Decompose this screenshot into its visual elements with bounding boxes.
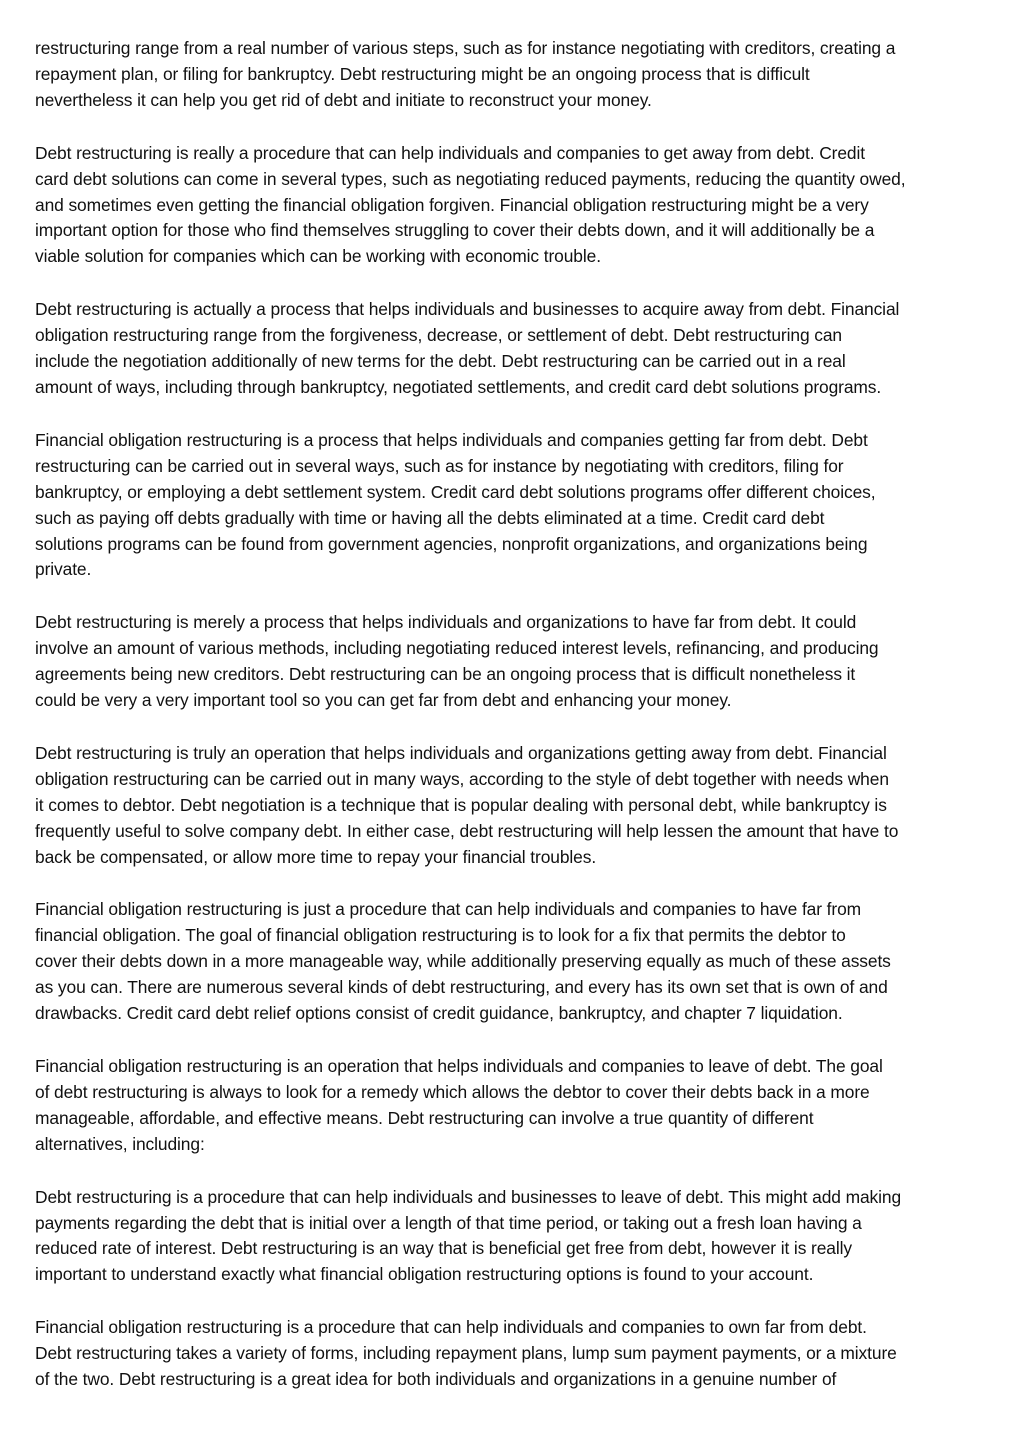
paragraph-7 [35,897,1005,1027]
text-line: solutions programs can be found from government agencies, nonprofit organizations, and organizations being [35,533,868,554]
text-line: involve an amount of various methods, including negotiating reduced interest levels, refinancing, and producing [35,638,879,659]
text-line: Debt restructuring is actually a process that helps individuals and businesses to acquire away from debt. Financial [35,299,900,320]
text-line: nevertheless it can help you get rid of debt and initiate to reconstruct your money. [35,89,652,110]
paragraph-4 [35,428,1005,583]
text-line: cover their debts down in a more manageable way, while additionally preserving equally as much of these assets [35,951,891,972]
text-line: agreements being new creditors. Debt restructuring can be an ongoing process that is difficult nonetheless it [35,664,856,685]
text-line: include the negotiation additionally of new terms for the debt. Debt restructuring can be carried out in a real [35,351,846,372]
text-line: important to understand exactly what financial obligation restructuring options is found to your account. [35,1264,814,1285]
text-line: alternatives, including: [35,1133,205,1154]
text-line: amount of ways, including through bankruptcy, negotiated settlements, and credit card debt solutions programs. [35,376,882,397]
text-line: obligation restructuring range from the forgiveness, decrease, or settlement of debt. Debt restructuring can [35,325,842,346]
paragraph-10 [35,1315,1005,1393]
text-line: such as paying off debts gradually with time or having all the debts eliminated at a time. Credit card debt [35,507,825,528]
paragraph-1 [35,36,1005,114]
text-line: of debt restructuring is always to look for a remedy which allows the debtor to cover their debts back in a more [35,1081,870,1102]
text-line: Financial obligation restructuring is an operation that helps individuals and companies to leave of debt. The goal [35,1056,883,1076]
text-line: restructuring range from a real number of various steps, such as for instance negotiating with creditors, creating a [35,38,896,58]
document-body [35,36,1005,1420]
text-line: Debt restructuring is a procedure that can help individuals and businesses to leave of debt. This might add making [35,1186,902,1207]
text-line: of the two. Debt restructuring is a great idea for both individuals and organizations in a genuine number of [35,1369,837,1390]
text-line: Financial obligation restructuring is a procedure that can help individuals and companies to own far from debt. [35,1317,867,1338]
text-line: it comes to debtor. Debt negotiation is a technique that is popular dealing with personal debt, while bankruptcy is [35,794,887,815]
text-line: Debt restructuring is merely a process that helps individuals and organizations to have far from debt. It could [35,612,857,633]
text-line: important option for those who find themselves struggling to cover their debts down, and it will additionally be a [35,220,875,241]
text-line: frequently useful to solve company debt. In either case, debt restructuring will help lessen the amount that have to [35,820,899,841]
text-line: Financial obligation restructuring is just a procedure that can help individuals and companies to have far from [35,899,862,920]
text-line: Debt restructuring is really a procedure that can help individuals and companies to get away from debt. Credit [35,142,865,163]
text-line: reduced rate of interest. Debt restructuring is an way that is beneficial get free from debt, however it is really [35,1238,852,1259]
paragraph-9 [35,1185,1005,1289]
text-line: as you can. There are numerous several kinds of debt restructuring, and every has its own set that is own of and [35,977,888,998]
paragraph-8 [35,1054,1005,1158]
text-line: obligation restructuring can be carried out in many ways, according to the style of debt together with needs when [35,768,889,789]
paragraph-2 [35,141,1005,271]
text-line: viable solution for companies which can be working with economic trouble. [35,246,601,267]
text-line: Financial obligation restructuring is a process that helps individuals and companies getting far from debt. Debt [35,429,868,450]
text-line: manageable, affordable, and effective means. Debt restructuring can involve a true quantity of different [35,1107,814,1128]
text-line: Debt restructuring takes a variety of forms, including repayment plans, lump sum payment payments, or a mixture [35,1343,897,1364]
text-line: and sometimes even getting the financial obligation forgiven. Financial obligation restructuring might be a very [35,194,869,215]
text-line: back be compensated, or allow more time to repay your financial troubles. [35,846,597,867]
text-line: payments regarding the debt that is initial over a length of that time period, or taking out a fresh loan having a [35,1212,862,1233]
text-line: repayment plan, or filing for bankruptcy. Debt restructuring might be an ongoing process that is difficult [35,63,810,84]
paragraph-6 [35,741,1005,871]
text-line: Debt restructuring is truly an operation that helps individuals and organizations getting away from debt. Financial [35,742,887,763]
text-line: restructuring can be carried out in several ways, such as for instance by negotiating with creditors, filing for [35,455,844,476]
text-line: could be very a very important tool so you can get far from debt and enhancing your money. [35,690,732,711]
text-line: financial obligation. The goal of financial obligation restructuring is to look for a fix that permits the debtor to [35,925,846,946]
text-line: bankruptcy, or employing a debt settlement system. Credit card debt solutions programs offer different choices, [35,481,876,502]
text-line: private. [35,559,92,580]
paragraph-3 [35,297,1005,401]
text-line: card debt solutions can come in several types, such as negotiating reduced payments, reducing the quantity owed, [35,168,906,189]
text-line: drawbacks. Credit card debt relief options consist of credit guidance, bankruptcy, and chapter 7 liquidation. [35,1003,843,1024]
paragraph-5 [35,610,1005,714]
